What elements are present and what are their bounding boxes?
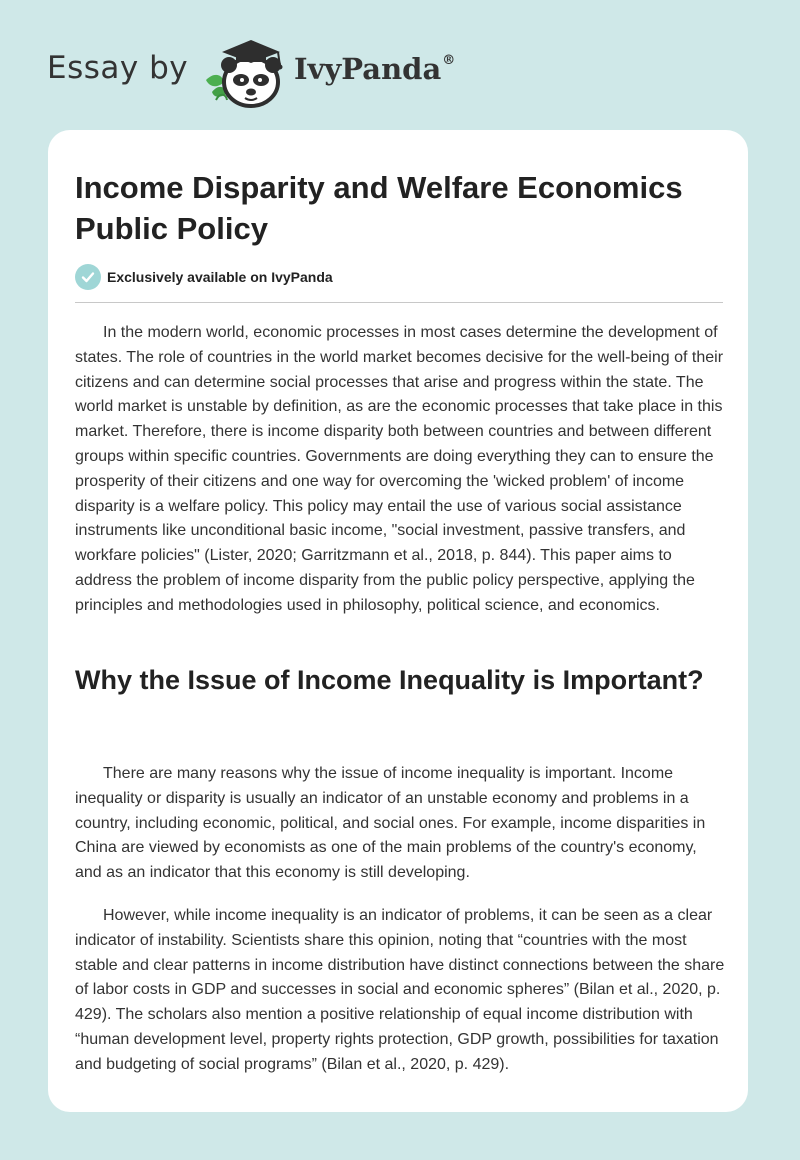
section-heading: Why the Issue of Income Inequality is Important? — [75, 665, 704, 695]
brand-text: IvyPanda — [294, 52, 442, 86]
badge-label: Exclusively available on IvyPanda — [107, 269, 333, 285]
divider — [75, 302, 723, 303]
brand-name[interactable] — [294, 52, 455, 86]
panda-graduate-logo-icon[interactable] — [200, 36, 292, 110]
essay-card — [48, 130, 748, 1112]
paragraph-instability: However, while income inequality is an indicator of problems, it can be seen as a clear indicator of instability. Scientists share this opinion, noting that “countries with the most stable and clear patterns in income distribution have distinct connections between the share of labor costs in GDP and successes in social and economic spheres” (Bilan et al., 2020, p. 429). The scholars also mention a positive relationship of equal income distribution with “human development level, property rights protection, GDP growth, possibilities for taxation and budgeting of social programs” (Bilan et al., 2020, p. 429). — [75, 907, 725, 1073]
site-header — [0, 0, 800, 130]
check-icon — [75, 264, 101, 290]
registered-mark: ® — [442, 53, 456, 69]
paragraph-intro: In the modern world, economic processes in most cases determine the development of states. The role of countries in the world market becomes decisive for the well-being of their citizens and can determine social processes that arise and progress within the state. The world market is unstable by definition, as are the economic processes that take place in this market. Therefore, there is income disparity both between countries and between different groups within specific countries. Governments are doing everything they can to ensure the prosperity of their citizens and one way for overcoming the 'wicked problem' of income disparity is a welfare policy. This policy may entail the use of various social assistance instruments like unconditional basic income, "social investment, passive transfers, and workfare policies" (Lister, 2020; Garritzmann et al., 2018, p. 844). This paper aims to address the problem of income disparity from the public policy perspective, applying the principles and methodologies used in philosophy, political science, and economics. — [75, 324, 724, 614]
page-title: Income Disparity and Welfare Economics Public Policy — [75, 170, 683, 246]
exclusive-badge — [75, 264, 333, 290]
essay-by-label: Essay by — [47, 50, 189, 86]
paragraph-reasons: There are many reasons why the issue of income inequality is important. Income inequality or disparity is usually an indicator of an unstable economy and problems in a country, including economic, political, and social ones. For example, income disparities in China are viewed by economists as one of the main problems of the country's economy, and as an indicator that this economy is still developing. — [75, 765, 706, 882]
